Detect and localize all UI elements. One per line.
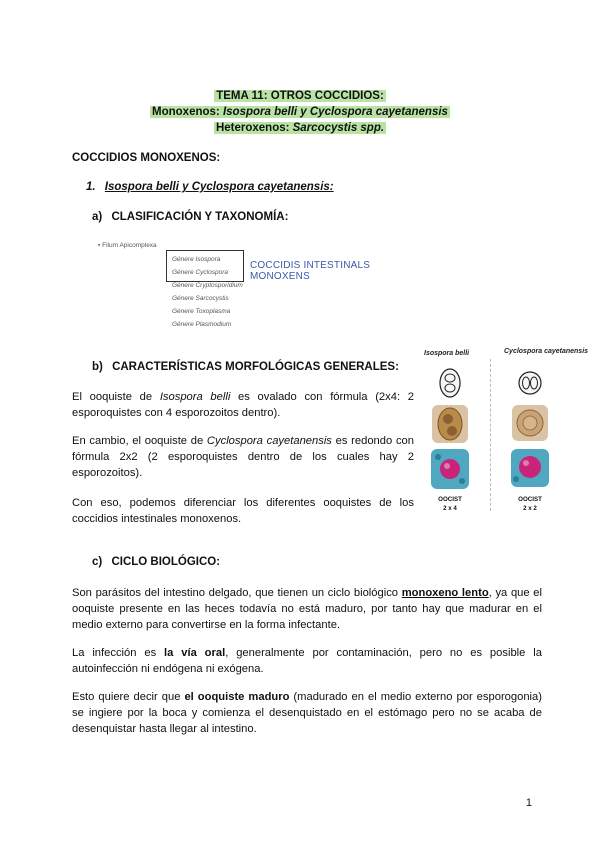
part-a-title: CLASIFICACIÓN Y TAXONOMÍA: (111, 211, 289, 223)
paragraph-infection-route: La infección es la vía oral, generalmente por contaminación, pero no es posible la autoinfección ni endógena ni exógena. (72, 647, 542, 675)
doc-title-line3 (0, 120, 600, 136)
isospora-stained-photo (431, 449, 469, 489)
part-a-heading (92, 211, 288, 223)
isospora-oocyst-drawing (440, 369, 460, 397)
highlight-box (166, 250, 244, 282)
title-highlight (150, 106, 450, 118)
title-prefix: Heteroxenos: (215, 122, 293, 134)
subsection-number: 1. (86, 181, 96, 193)
taxonomy-genus: Génere Isospora (172, 256, 221, 263)
page-number: 1 (525, 797, 532, 809)
cyclospora-oocyst-photo (512, 405, 548, 441)
paragraph-differentiation: Con eso, podemos diferenciar los diferentes ooquistes de los coccidios intestinales monoxenos. (72, 497, 414, 525)
part-b-heading (92, 361, 399, 373)
title-highlight (214, 122, 386, 134)
cyclospora-oocyst-drawing (519, 372, 541, 394)
paragraph-excystation: Esto quiere decir que el ooquiste maduro (madurado en el medio externo por esporogonia) se ingiere por la boca y comienza el desenquistado en el estómago pero no se acaba de desenquistar hasta llegar al intestino. (72, 691, 542, 735)
paragraph-cyclospora: En cambio, el ooquiste de Cyclospora cayetanensis es redondo con fórmula 2x2 (2 esporoquistes dentro de los cuales hay 2 esporozoitos). (72, 435, 414, 479)
bullet-icon: ▪ (98, 242, 101, 249)
taxonomy-genus: Génere Toxoplasma (172, 308, 231, 315)
isospora-column-title: Isospora belli (424, 350, 470, 357)
part-b-title: CARACTERÍSTICAS MORFOLÓGICAS GENERALES: (112, 361, 399, 373)
title-highlight: TEMA 11: OTROS COCCIDIOS: (216, 90, 384, 102)
title-species: Sarcocystis spp. (292, 122, 385, 134)
oocyst-illustrations (418, 345, 590, 517)
section-heading: COCCIDIOS MONOXENOS: (72, 152, 221, 164)
taxonomy-genus: Génere Plasmodium (172, 321, 232, 328)
cyclospora-column-title: Cyclospora cayetanensis (504, 348, 589, 355)
title-prefix: Monoxenos: (152, 106, 223, 118)
part-c-heading (92, 556, 220, 568)
doc-title-line1 (0, 88, 600, 104)
doc-title-line2 (0, 104, 600, 120)
oocyst-comparison-figure (418, 345, 590, 517)
part-a-label: a) (92, 211, 103, 223)
taxonomy-figure (98, 238, 428, 338)
part-c-label: c) (92, 556, 103, 568)
taxonomy-phylum: ▪ Filum Apicomplexa (98, 242, 157, 249)
paragraph-biological-cycle: Son parásitos del intestino delgado, que tienen un ciclo biológico monoxeno lento, ya que el ooquiste presente en las heces todavía no está maduro, por tanto hay que madurar en el medio externo para convertirse en la forma infectante. (72, 587, 542, 631)
isospora-oocyst-photo (432, 405, 468, 443)
part-c-title: CICLO BIOLÓGICO: (111, 556, 221, 568)
subsection-heading (86, 181, 334, 193)
title-species: Isospora belli y Cyclospora cayetanensis (222, 106, 448, 118)
taxonomy-genus: Génere Sarcocystis (172, 295, 229, 302)
cyclospora-stained-photo (511, 449, 549, 487)
taxonomy-group-label: COCCIDIS INTESTINALS MONOXENS (250, 260, 371, 282)
part-b-label: b) (92, 361, 103, 373)
paragraph-isospora: El ooquiste de Isospora belli es ovalado con fórmula (2x4: 2 esporoquistes con 4 esporozoitos dentro). (72, 391, 414, 419)
taxonomy-genus: Génere Cyclospora (172, 269, 228, 276)
cyclospora-caption: OOCIST 2 x 2 (518, 496, 542, 512)
subsection-title: Isospora belli y Cyclospora cayetanensis: (104, 181, 334, 193)
taxonomy-genus: Génere Cryptosporidium (172, 282, 243, 289)
isospora-caption: OOCIST 2 x 4 (438, 496, 462, 512)
